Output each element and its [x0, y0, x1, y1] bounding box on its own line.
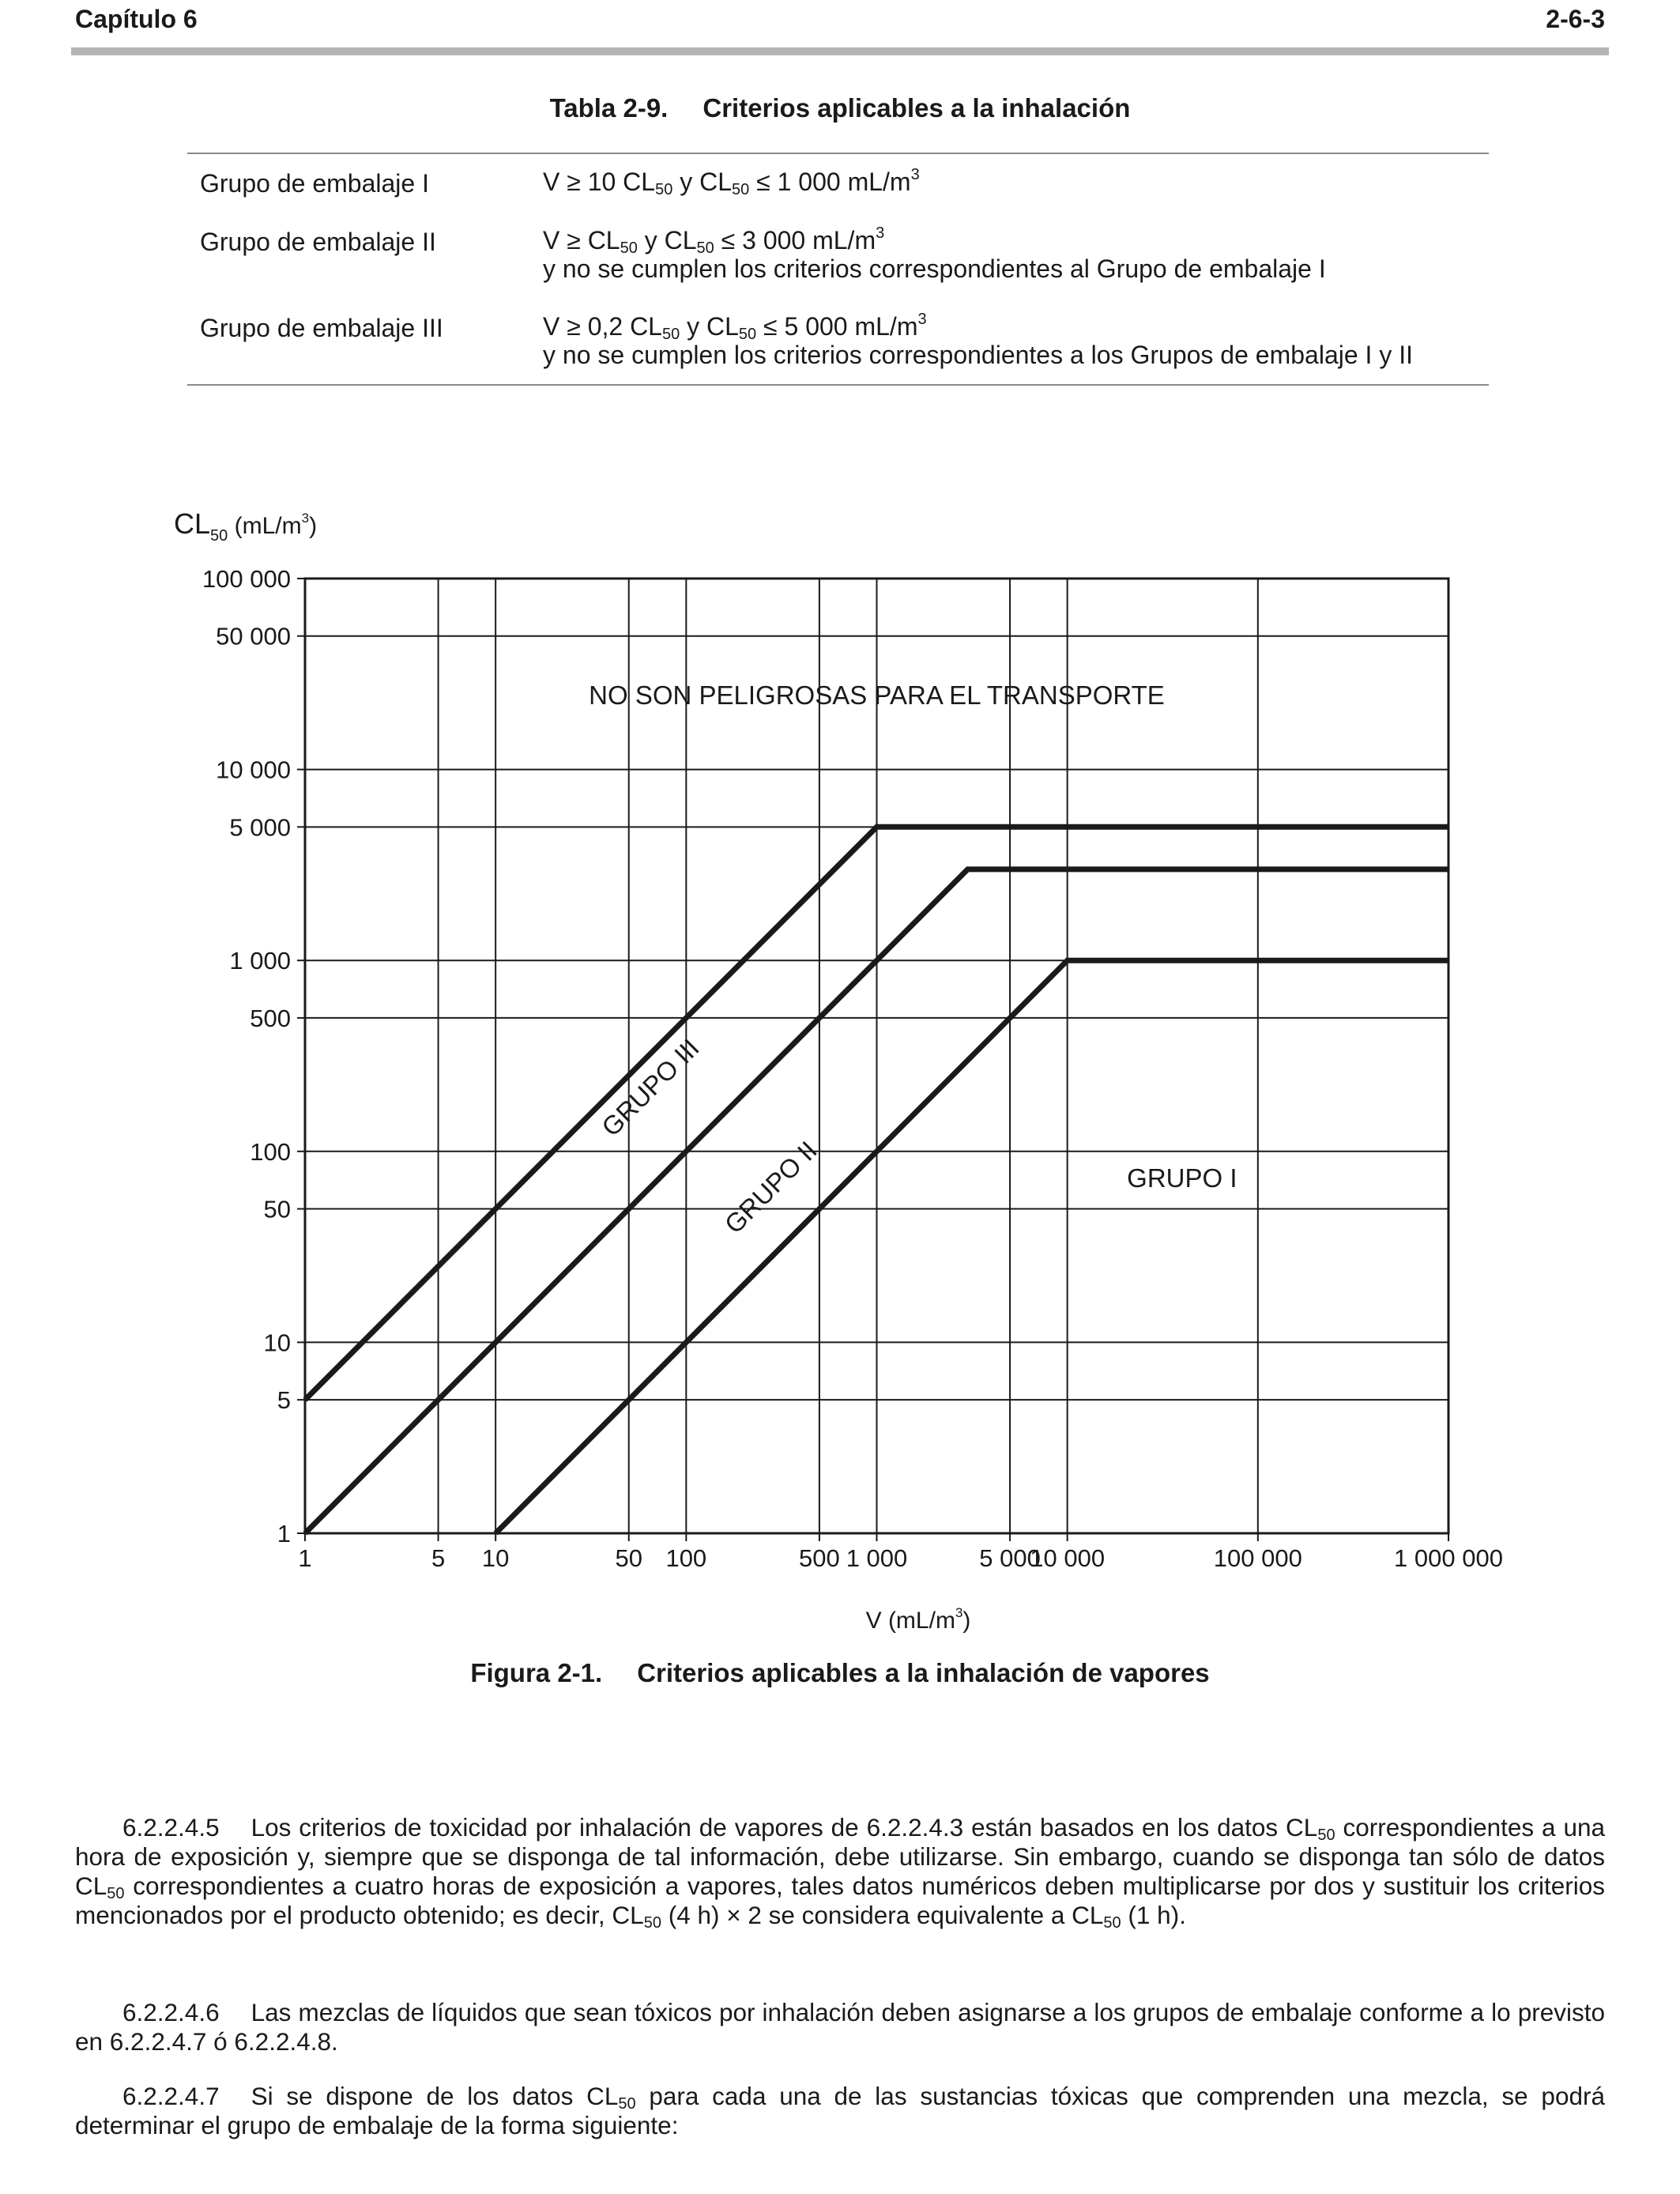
- x-tick-label: 1: [298, 1544, 312, 1572]
- table-title-text: Criterios aplicables a la inhalación: [703, 93, 1131, 123]
- chart-annotation: GRUPO I: [1127, 1163, 1237, 1193]
- paragraph-6-2-2-4-5: 6.2.2.4.5 Los criterios de toxicidad por inhalación de vapores de 6.2.2.4.3 están basados en los datos $CL_{50}$ correspondientes a una hora de exposición y, siempre que se disponga de tal información, debe utilizarse. Sin embargo, cuando se disponga tan sólo de datos $CL_{50}$ correspondientes a cuatro horas de exposición a vapores, tales datos numéricos deben multiplicarse por dos y sustituir los criterios mencionados por el producto obtenido; es decir, $CL_{50}$ (4 h) × 2 se considera equivalente a $CL_{50}$ (1 h).: [75, 1813, 1605, 1932]
- inhalation-criteria-chart: [0, 490, 1680, 1644]
- x-tick-label: 100 000: [1213, 1544, 1302, 1572]
- header-rule: [71, 47, 1609, 55]
- y-tick-label: 5 000: [229, 813, 291, 842]
- x-tick-label: 500: [799, 1544, 840, 1572]
- y-axis-label: $CL_{50}$ $^{(mL/m3}_)$: [174, 507, 318, 545]
- table-row-1-criteria: V ≥ 10 $CL_{50}$ y $CL_{50} \le 1$ 000 $mL/m^3$: [543, 166, 920, 198]
- y-tick-label: 10: [263, 1329, 291, 1357]
- y-tick-label: 500: [250, 1004, 291, 1032]
- x-tick-label: 1 000: [846, 1544, 908, 1572]
- chart-grid: [305, 579, 1448, 1533]
- table-row-3-criteria: V ≥ 0,2 $CL_{50}$ y $CL_{50} \le 5$ 000 $mL/m^3$ y no se cumplen los criterios correspondientes a los Grupos de embalaje I y II: [543, 311, 1413, 369]
- paragraph-number: 6.2.2.4.6: [122, 1998, 220, 2026]
- table-top-rule: [187, 153, 1489, 154]
- y-tick-label: 1: [277, 1520, 291, 1547]
- figure-number: Figura 2-1.: [470, 1658, 603, 1687]
- figure-caption: [0, 1658, 1680, 1688]
- chart-ticks: [202, 565, 1503, 1572]
- y-tick-label: 100: [250, 1137, 291, 1166]
- figure-title: Criterios aplicables a la inhalación de vapores: [637, 1658, 1210, 1687]
- y-tick-label: 100 000: [202, 565, 291, 593]
- chapter-heading: Capítulo 6: [75, 5, 198, 33]
- x-axis-label: V $(mL/m^3)$: [865, 1605, 971, 1634]
- chart-annotation: GRUPO II: [718, 1135, 823, 1239]
- y-tick-label: 1 000: [229, 947, 291, 975]
- y-tick-label: 50 000: [216, 622, 291, 650]
- table-row-3-group: Grupo de embalaje III: [200, 314, 443, 342]
- x-tick-label: 50: [615, 1544, 642, 1572]
- x-tick-label: 5 000: [979, 1544, 1041, 1572]
- page-number: 2-6-3: [1546, 5, 1605, 33]
- table-row-2-group: Grupo de embalaje II: [200, 228, 436, 256]
- chart-annotation: GRUPO III: [596, 1033, 705, 1142]
- y-tick-label: 50: [263, 1195, 291, 1223]
- paragraph-6-2-2-4-6: 6.2.2.4.6 Las mezclas de líquidos que sean tóxicos por inhalación deben asignarse a los grupos de embalaje conforme a lo previsto en 6.2.2.4.7 ó 6.2.2.4.8.: [75, 1998, 1605, 2056]
- paragraph-number: 6.2.2.4.7: [122, 2082, 220, 2110]
- x-tick-label: 10 000: [1030, 1544, 1106, 1572]
- x-tick-label: 1 000 000: [1394, 1544, 1503, 1572]
- series-line: [495, 960, 1448, 1533]
- x-tick-label: 5: [431, 1544, 446, 1572]
- table-row-1-group: Grupo de embalaje I: [200, 169, 429, 198]
- x-tick-label: 100: [665, 1544, 707, 1572]
- table-row-2-criteria: $V \ge CL_{50}$ y $CL_{50} \le 3$ 000 $mL/m^3$ y no se cumplen los criterios correspondientes al Grupo de embalaje I: [543, 224, 1326, 283]
- paragraph-6-2-2-4-7: 6.2.2.4.7 Si se dispone de los datos $CL_{50}$ para cada una de las sustancias tóxicas que comprenden una mezcla, se podrá determinar el grupo de embalaje de la forma siguiente:: [75, 2082, 1606, 2139]
- table-title: [0, 93, 1680, 123]
- table-number: Tabla 2-9.: [549, 93, 669, 123]
- table-bottom-rule: [187, 384, 1489, 386]
- y-tick-label: 10 000: [216, 756, 291, 784]
- y-tick-label: 5: [277, 1386, 291, 1415]
- chart-annotation: NO SON PELIGROSAS PARA EL TRANSPORTE: [589, 680, 1165, 710]
- paragraph-number: 6.2.2.4.5: [122, 1813, 220, 1842]
- x-tick-label: 10: [481, 1544, 510, 1572]
